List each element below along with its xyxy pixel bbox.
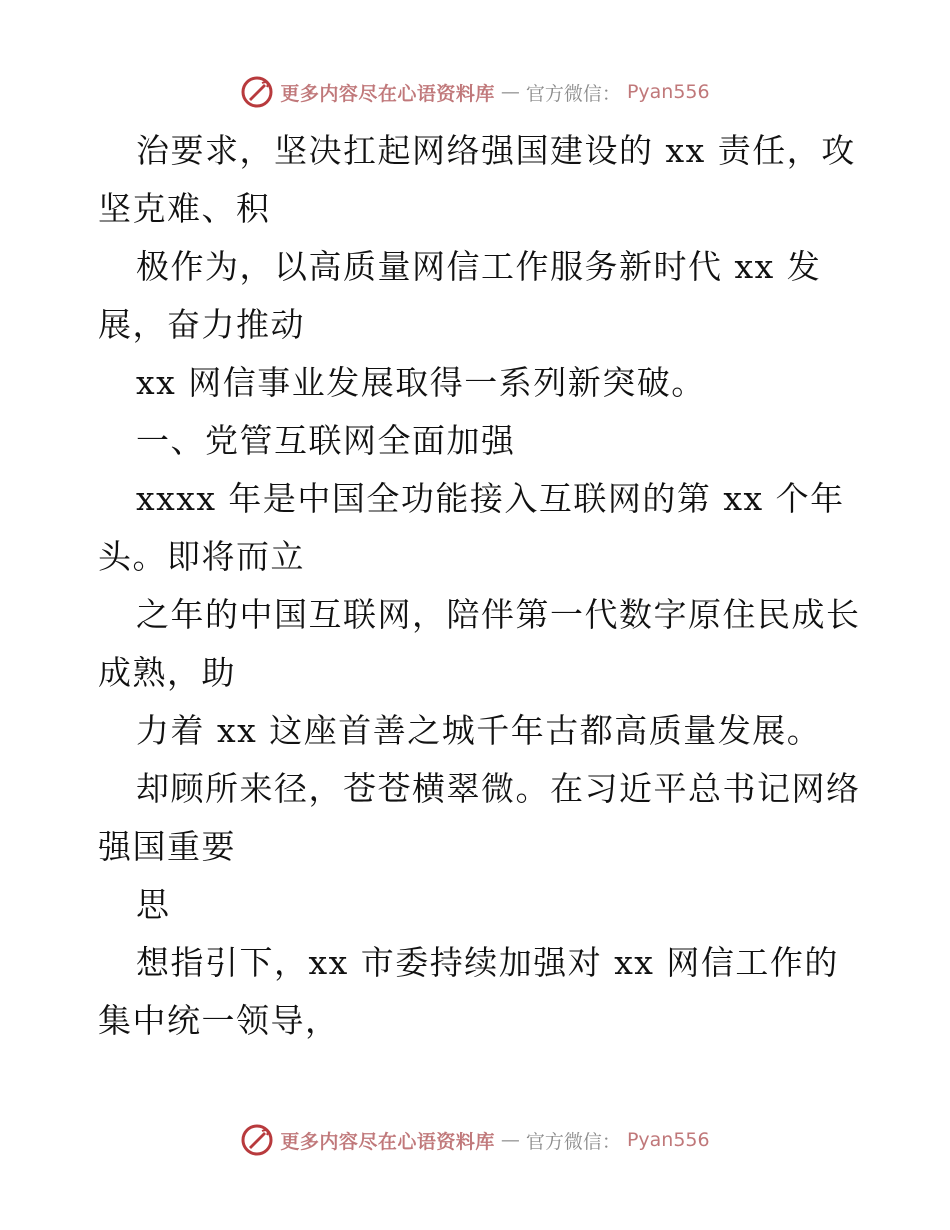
text-line: 集中统一领导， — [98, 1001, 340, 1040]
text-line: 展，奋力推动 — [98, 305, 305, 344]
quill-pen-logo-icon — [240, 1123, 274, 1157]
text-line: 想指引下，xx 市委持续加强对 xx 网信工作的 — [136, 943, 839, 982]
text-line: xx 网信事业发展取得一系列新突破。 — [136, 363, 706, 402]
header-watermark — [0, 72, 950, 112]
footer-watermark — [0, 1120, 950, 1160]
text-line: xxxx 年是中国全功能接入互联网的第 xx 个年 — [136, 479, 845, 518]
watermark-wechat-label: 官方微信： — [525, 82, 621, 105]
watermark-text: 更多内容尽在心语资料库 — [280, 1130, 495, 1153]
watermark-wechat-label: 官方微信： — [525, 1130, 621, 1153]
text-line: 成熟，助 — [98, 653, 236, 692]
watermark-separator: — — [500, 81, 520, 103]
document-body — [98, 122, 861, 1050]
watermark-wechat-id: Pyan556 — [626, 1129, 710, 1151]
watermark-separator: — — [500, 1129, 520, 1151]
text-line: 极作为，以高质量网信工作服务新时代 xx 发 — [136, 247, 822, 286]
text-line: 坚克难、积 — [98, 189, 271, 228]
watermark-text: 更多内容尽在心语资料库 — [280, 82, 495, 105]
watermark-wechat-id: Pyan556 — [626, 81, 710, 103]
quill-pen-logo-icon — [240, 75, 274, 109]
text-line: 一、党管互联网全面加强 — [136, 421, 516, 460]
text-line: 之年的中国互联网，陪伴第一代数字原住民成长 — [136, 595, 861, 634]
text-line: 力着 xx 这座首善之城千年古都高质量发展。 — [136, 711, 822, 750]
text-line: 思 — [136, 885, 171, 924]
text-line: 强国重要 — [98, 827, 236, 866]
text-line: 治要求，坚决扛起网络强国建设的 xx 责任，攻 — [136, 131, 856, 170]
text-line: 却顾所来径，苍苍横翠微。在习近平总书记网络 — [136, 769, 861, 808]
text-line: 头。即将而立 — [98, 537, 305, 576]
